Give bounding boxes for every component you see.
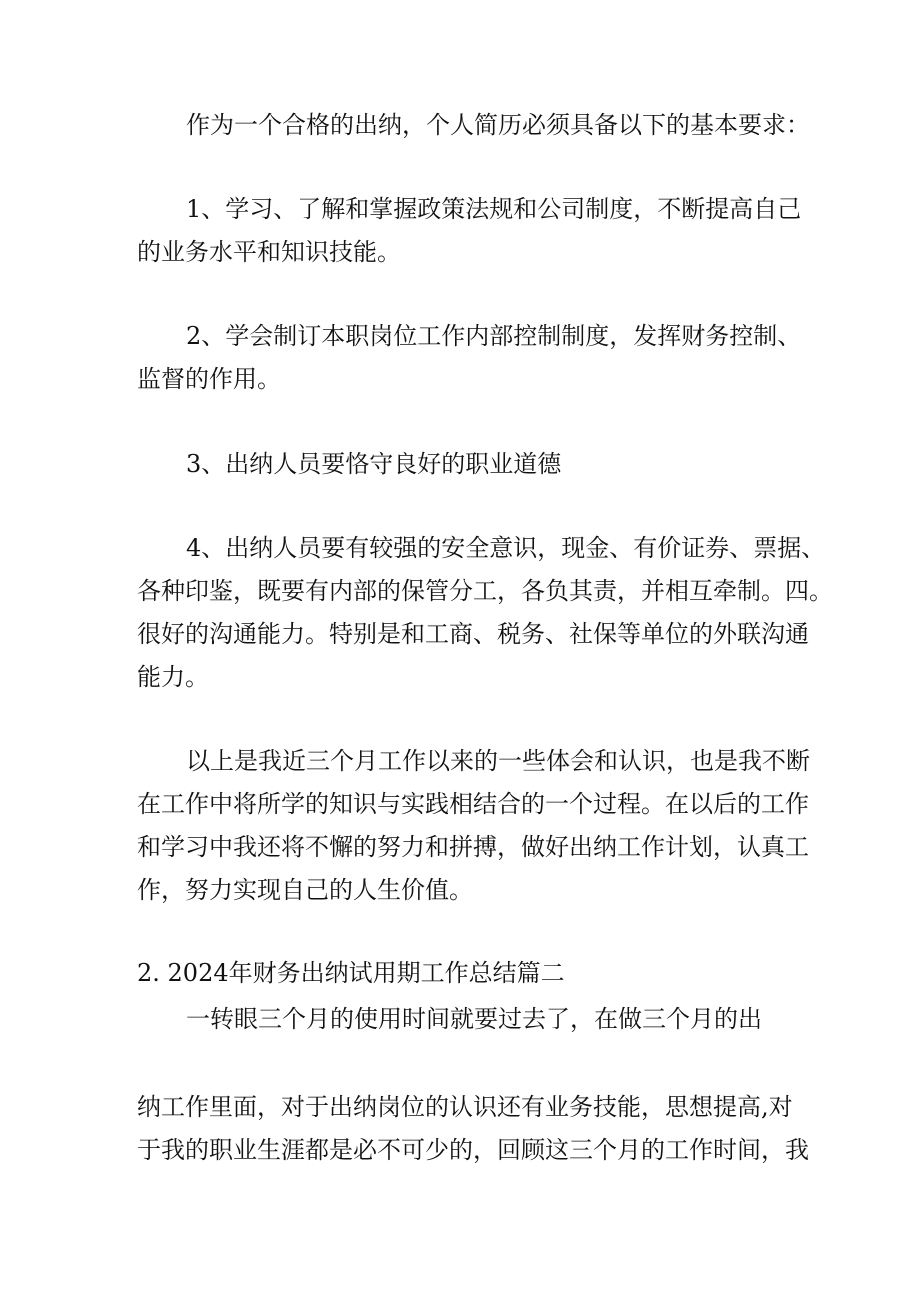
item-1-line-2: 的业务水平和知识技能。 — [137, 238, 401, 266]
item-1-line-1: 1、学习、了解和掌握政策法规和公司制度，不断提高自己 — [186, 195, 802, 223]
conclusion-line-1: 以上是我近三个月工作以来的一些体会和认识，也是我不断 — [186, 747, 810, 775]
section-first-line: 一转眼三个月的使用时间就要过去了，在做三个月的出 — [186, 1005, 762, 1033]
item-2-line-1: 2、学会制订本职岗位工作内部控制制度，发挥财务控制、 — [186, 322, 802, 350]
item-2-line-2: 监督的作用。 — [137, 365, 281, 393]
item-4-line-2: 各种印鉴，既要有内部的保管分工，各负其责，并相互牵制。四。 — [137, 577, 833, 605]
section-continuation-line-2: 于我的职业生涯都是必不可少的，回顾这三个月的工作时间，我 — [137, 1136, 809, 1164]
conclusion-line-2: 在工作中将所学的知识与实践相结合的一个过程。在以后的工作 — [137, 790, 809, 818]
section-heading: 2. 2024年财务出纳试用期工作总结篇二 — [137, 959, 565, 987]
section-continuation-line-1: 纳工作里面，对于出纳岗位的认识还有业务技能，思想提高,对 — [137, 1093, 793, 1121]
item-4-line-1: 4、出纳人员要有较强的安全意识，现金、有价证券、票据、 — [186, 534, 826, 562]
item-4-line-3: 很好的沟通能力。特别是和工商、税务、社保等单位的外联沟通 — [137, 620, 809, 648]
item-3-line-1: 3、出纳人员要恪守良好的职业道德 — [186, 450, 562, 478]
conclusion-line-3: 和学习中我还将不懈的努力和拼搏，做好出纳工作计划，认真工 — [137, 833, 809, 861]
conclusion-line-4: 作，努力实现自己的人生价值。 — [137, 876, 473, 904]
intro-paragraph: 作为一个合格的出纳，个人简历必须具备以下的基本要求： — [186, 111, 810, 139]
item-4-line-4: 能力。 — [137, 663, 209, 691]
